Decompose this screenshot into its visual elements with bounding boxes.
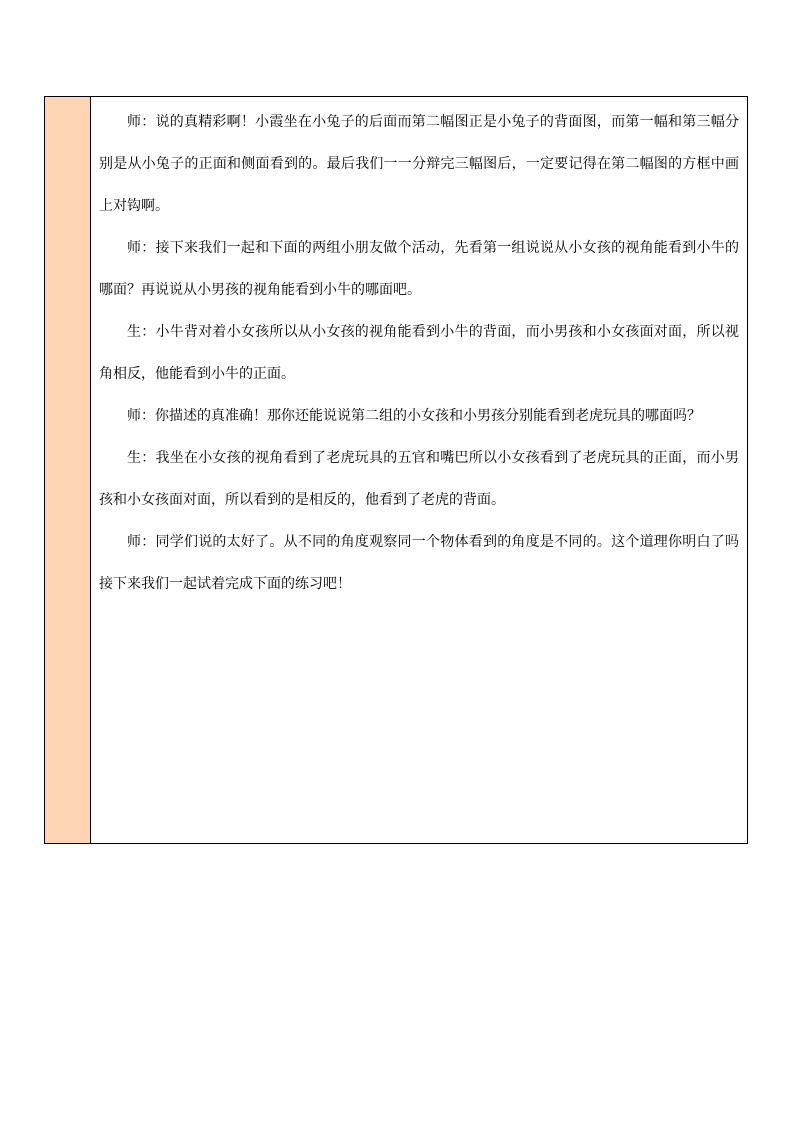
dialogue-paragraph: 师：说的真精彩啊！小霞坐在小兔子的后面而第二幅图正是小兔子的背面图，而第一幅和第三幅分别是从小兔子的正面和侧面看到的。最后我们一一分辩完三幅图后，一定要记得在第二幅图的方框中画上对钩啊。 — [99, 114, 739, 214]
dialogue-paragraph: 生：小牛背对着小女孩所以从小女孩的视角能看到小牛的背面，而小男孩和小女孩面对面，所以视角相反，他能看到小牛的正面。 — [99, 324, 739, 382]
lesson-table — [44, 96, 748, 844]
dialogue-paragraph: 师：同学们说的太好了。从不同的角度观察同一个物体看到的角度是不同的。这个道理你明白了吗接下来我们一起试着完成下面的练习吧！ — [99, 534, 739, 592]
dialogue-paragraph: 师：接下来我们一起和下面的两组小朋友做个活动，先看第一组说说从小女孩的视角能看到小牛的哪面？再说说从小男孩的视角能看到小牛的哪面吧。 — [99, 240, 739, 298]
dialogue-paragraph: 师：你描述的真准确！那你还能说说第二组的小女孩和小男孩分别能看到老虎玩具的哪面吗？ — [127, 408, 701, 424]
table-content-cell — [91, 97, 747, 843]
table-label-cell — [45, 97, 91, 843]
dialogue-paragraph: 生：我坐在小女孩的视角看到了老虎玩具的五官和嘴巴所以小女孩看到了老虎玩具的正面，而小男孩和小女孩面对面，所以看到的是相反的，他看到了老虎的背面。 — [99, 450, 739, 508]
